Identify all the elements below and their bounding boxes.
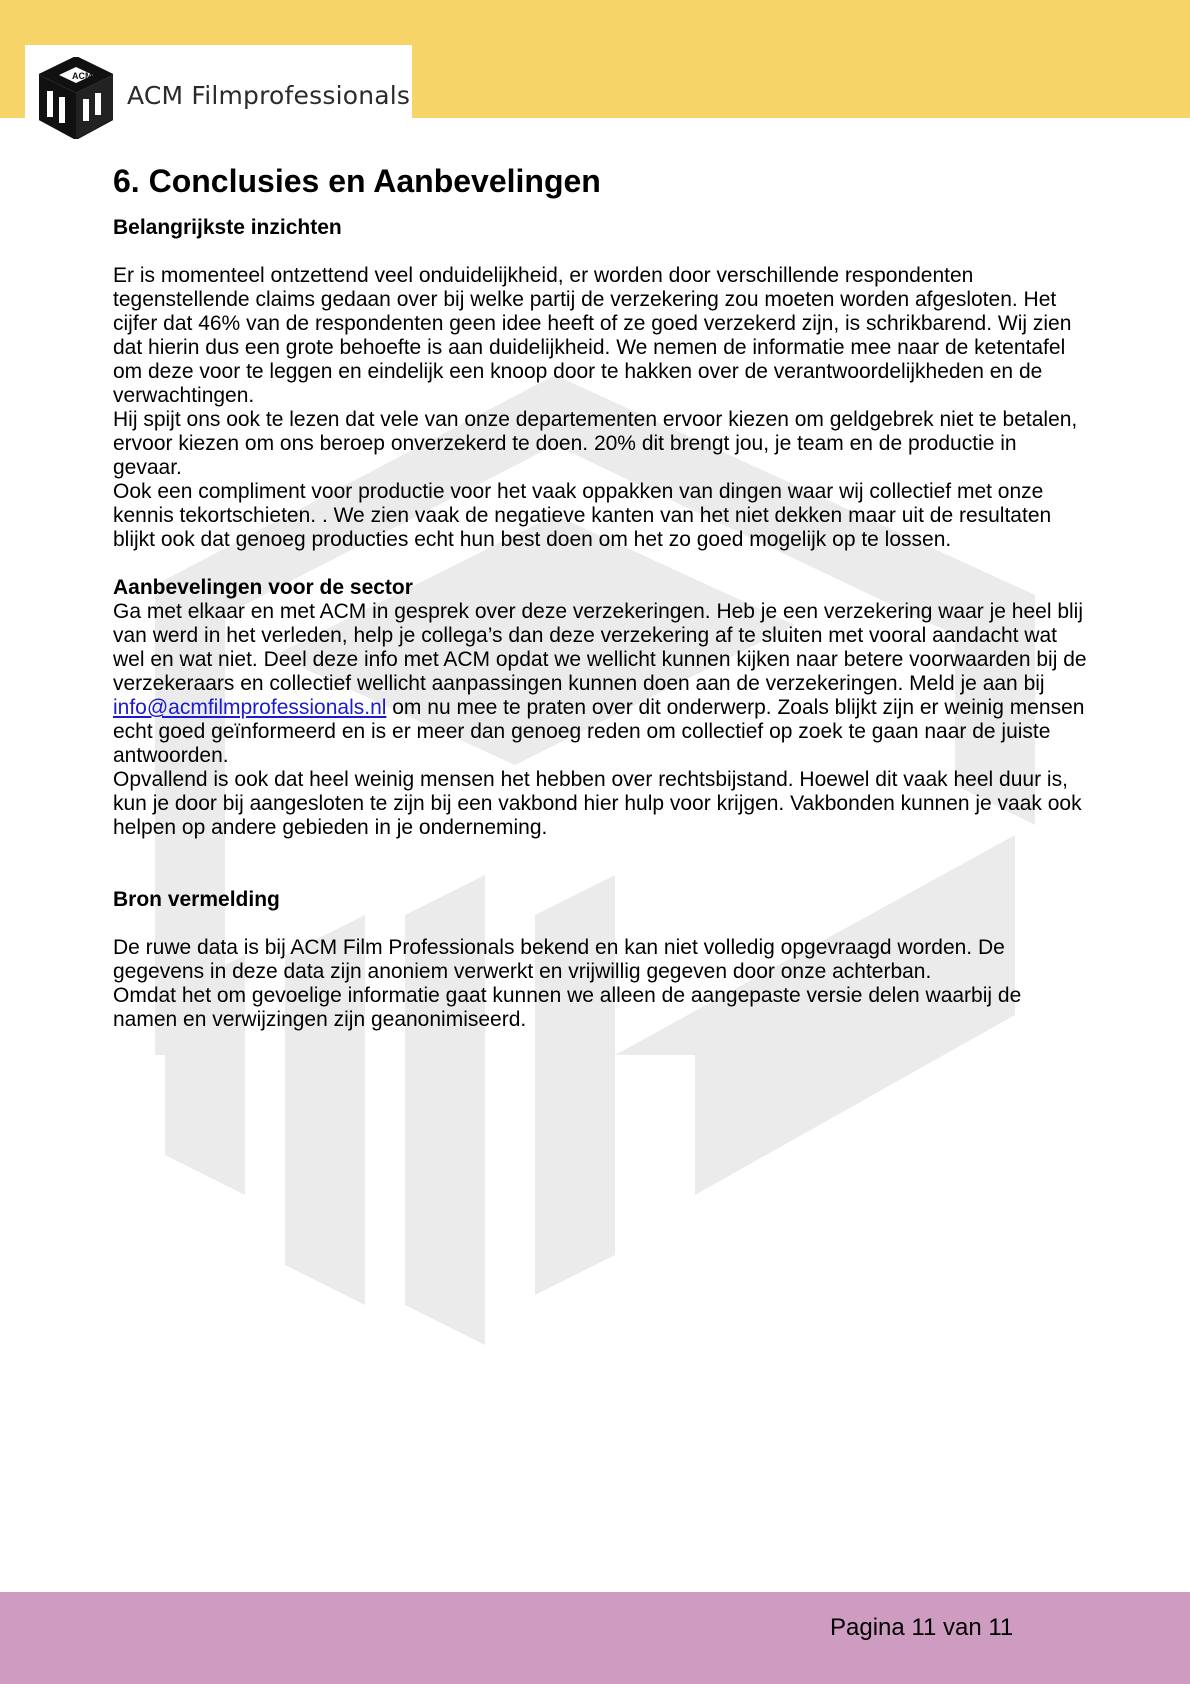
sources-paragraph: De ruwe data is bij ACM Film Professionals bekend en kan niet volledig opgevraagd worden. De gegevens in deze data zijn anoniem verwerkt en vrijwillig gegeven door onze achterban.	[113, 936, 1005, 983]
acm-logo-icon	[39, 57, 113, 139]
insights-heading: Belangrijkste inzichten	[113, 216, 342, 239]
recommendations-paragraph: Opvallend is ook dat heel weinig mensen het hebben over rechtsbijstand. Hoewel dit vaak heel duur is, kun je door bij aangesloten te zijn bij een vakbond hier hulp voor krijgen. Vakbonden kunnen je vaak ook helpen op andere gebieden in je onderneming.	[113, 768, 1082, 839]
logo	[25, 45, 412, 145]
insights-paragraph: Hij spijt ons ook te lezen dat vele van onze departementen ervoor kiezen om geldgebrek niet te betalen, ervoor kiezen om ons beroep onverzekerd te doen. 20% dit brengt jou, je team en de productie in gevaar.	[113, 408, 1078, 479]
recommendations-heading: Aanbevelingen voor de sector	[113, 576, 413, 599]
insights-paragraph: Ook een compliment voor productie voor het vaak oppakken van dingen waar wij collectief met onze kennis tekortschieten. . We zien vaak de negatieve kanten van het niet dekken maar uit de resultaten blijkt ook dat genoeg producties echt hun best doen om het zo goed mogelijk op te lossen.	[113, 480, 1052, 551]
page-title: 6. Conclusies en Aanbevelingen	[113, 163, 601, 199]
sources-heading: Bron vermelding	[113, 888, 280, 911]
page-content	[113, 160, 1088, 1032]
recommendations-text: Ga met elkaar en met ACM in gesprek over deze verzekeringen. Heb je een verzekering waar je heel blij van werd in het verleden, help je collega’s dan deze verzekering af te sluiten met vooral aandacht wat wel en wat niet. Deel deze info met ACM opdat we wellicht kunnen kijken naar betere voorwaarden bij de verzekeraars en collectief wellicht aanpassingen kunnen doen aan de verzekeringen. Meld je aan bij	[113, 600, 1087, 695]
sources-paragraph: Omdat het om gevoelige informatie gaat kunnen we alleen de aangepaste versie delen waarbij de namen en verwijzingen zijn geanonimiseerd.	[113, 984, 1022, 1031]
email-link[interactable]: info@acmfilmprofessionals.nl	[113, 696, 387, 719]
logo-mark-letters: ACM	[72, 71, 93, 81]
recommendations-text: om nu mee te praten over dit onderwerp. Zoals blijkt zijn er weinig mensen echt goed geïnformeerd en is er meer dan genoeg reden om collectief op zoek te gaan naar de juiste antwoorden.	[113, 696, 1085, 767]
logo-text: ACM Filmprofessionals	[127, 81, 411, 110]
insights-paragraph: Er is momenteel ontzettend veel onduidelijkheid, er worden door verschillende respondenten tegenstellende claims gedaan over bij welke partij de verzekering zou moeten worden afgesloten. Het cijfer dat 46% van de respondenten geen idee heeft of ze goed verzekerd zijn, is schrikbarend. Wij zien dat hierin dus een grote behoefte is aan duidelijkheid. We nemen de informatie mee naar de ketentafel om deze voor te leggen en eindelijk een knoop door te hakken over de verantwoordelijkheden en de verwachtingen.	[113, 264, 1072, 407]
recommendations-paragraph	[113, 600, 1088, 768]
page-number: Pagina 11 van 11	[830, 1614, 1014, 1641]
footer-band	[0, 1592, 1190, 1684]
